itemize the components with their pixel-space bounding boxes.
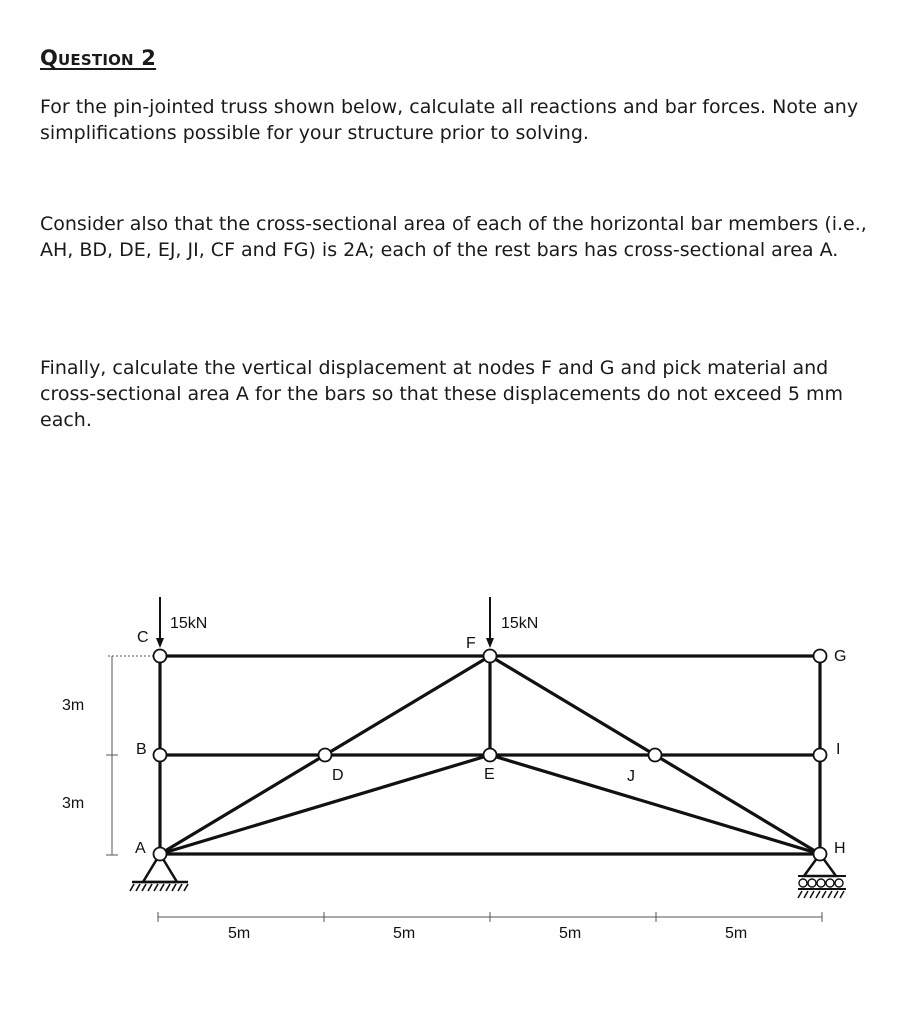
joint-E [484,749,497,762]
vertical-dimension [106,656,158,855]
joint-G [814,650,827,663]
joint-H [814,848,827,861]
node-label-F: F [466,635,476,652]
dim-label-5m-2: 5m [393,925,416,942]
joint-I [814,749,827,762]
node-label-A: A [135,840,146,857]
node-label-C: C [137,629,149,646]
question-paragraph-2: Consider also that the cross-sectional area of each of the horizontal bar members (i.e., AH, BD, DE, EJ, JI, CF and FG) is 2A; each of the rest bars has cross-sectional area A. [40,213,867,261]
dim-label-3m-top: 3m [62,697,85,714]
node-label-D: D [332,767,344,784]
load-label-C: 15kN [170,615,208,632]
joint-J [649,749,662,762]
dim-label-5m-4: 5m [725,925,748,942]
joint-A [154,848,167,861]
joint-B [154,749,167,762]
load-arrow-C [156,597,164,648]
node-label-E: E [484,766,495,783]
horizontal-dimension [158,912,822,922]
node-label-I: I [836,741,841,758]
question-heading: Question 2 [40,46,157,70]
node-label-H: H [834,840,846,857]
bar-EH [490,755,820,854]
bar-AE [160,755,490,854]
load-label-F: 15kN [501,615,539,632]
joint-C [154,650,167,663]
dim-label-5m-3: 5m [559,925,582,942]
node-label-B: B [136,741,147,758]
node-label-G: G [834,648,847,665]
dim-label-3m-bottom: 3m [62,795,85,812]
load-arrow-F [486,597,494,648]
question-paragraph-1: For the pin-jointed truss shown below, calculate all reactions and bar forces. Note any simplifications possible for your structure prior to solving. [40,96,859,144]
node-label-J: J [627,768,635,785]
question-paragraph-3: Finally, calculate the vertical displacement at nodes F and G and pick material and cross-sectional area A for the bars so that these displacements do not exceed 5 mm each. [40,357,843,431]
joint-D [319,749,332,762]
dim-label-5m-1: 5m [228,925,251,942]
joint-F [484,650,497,663]
